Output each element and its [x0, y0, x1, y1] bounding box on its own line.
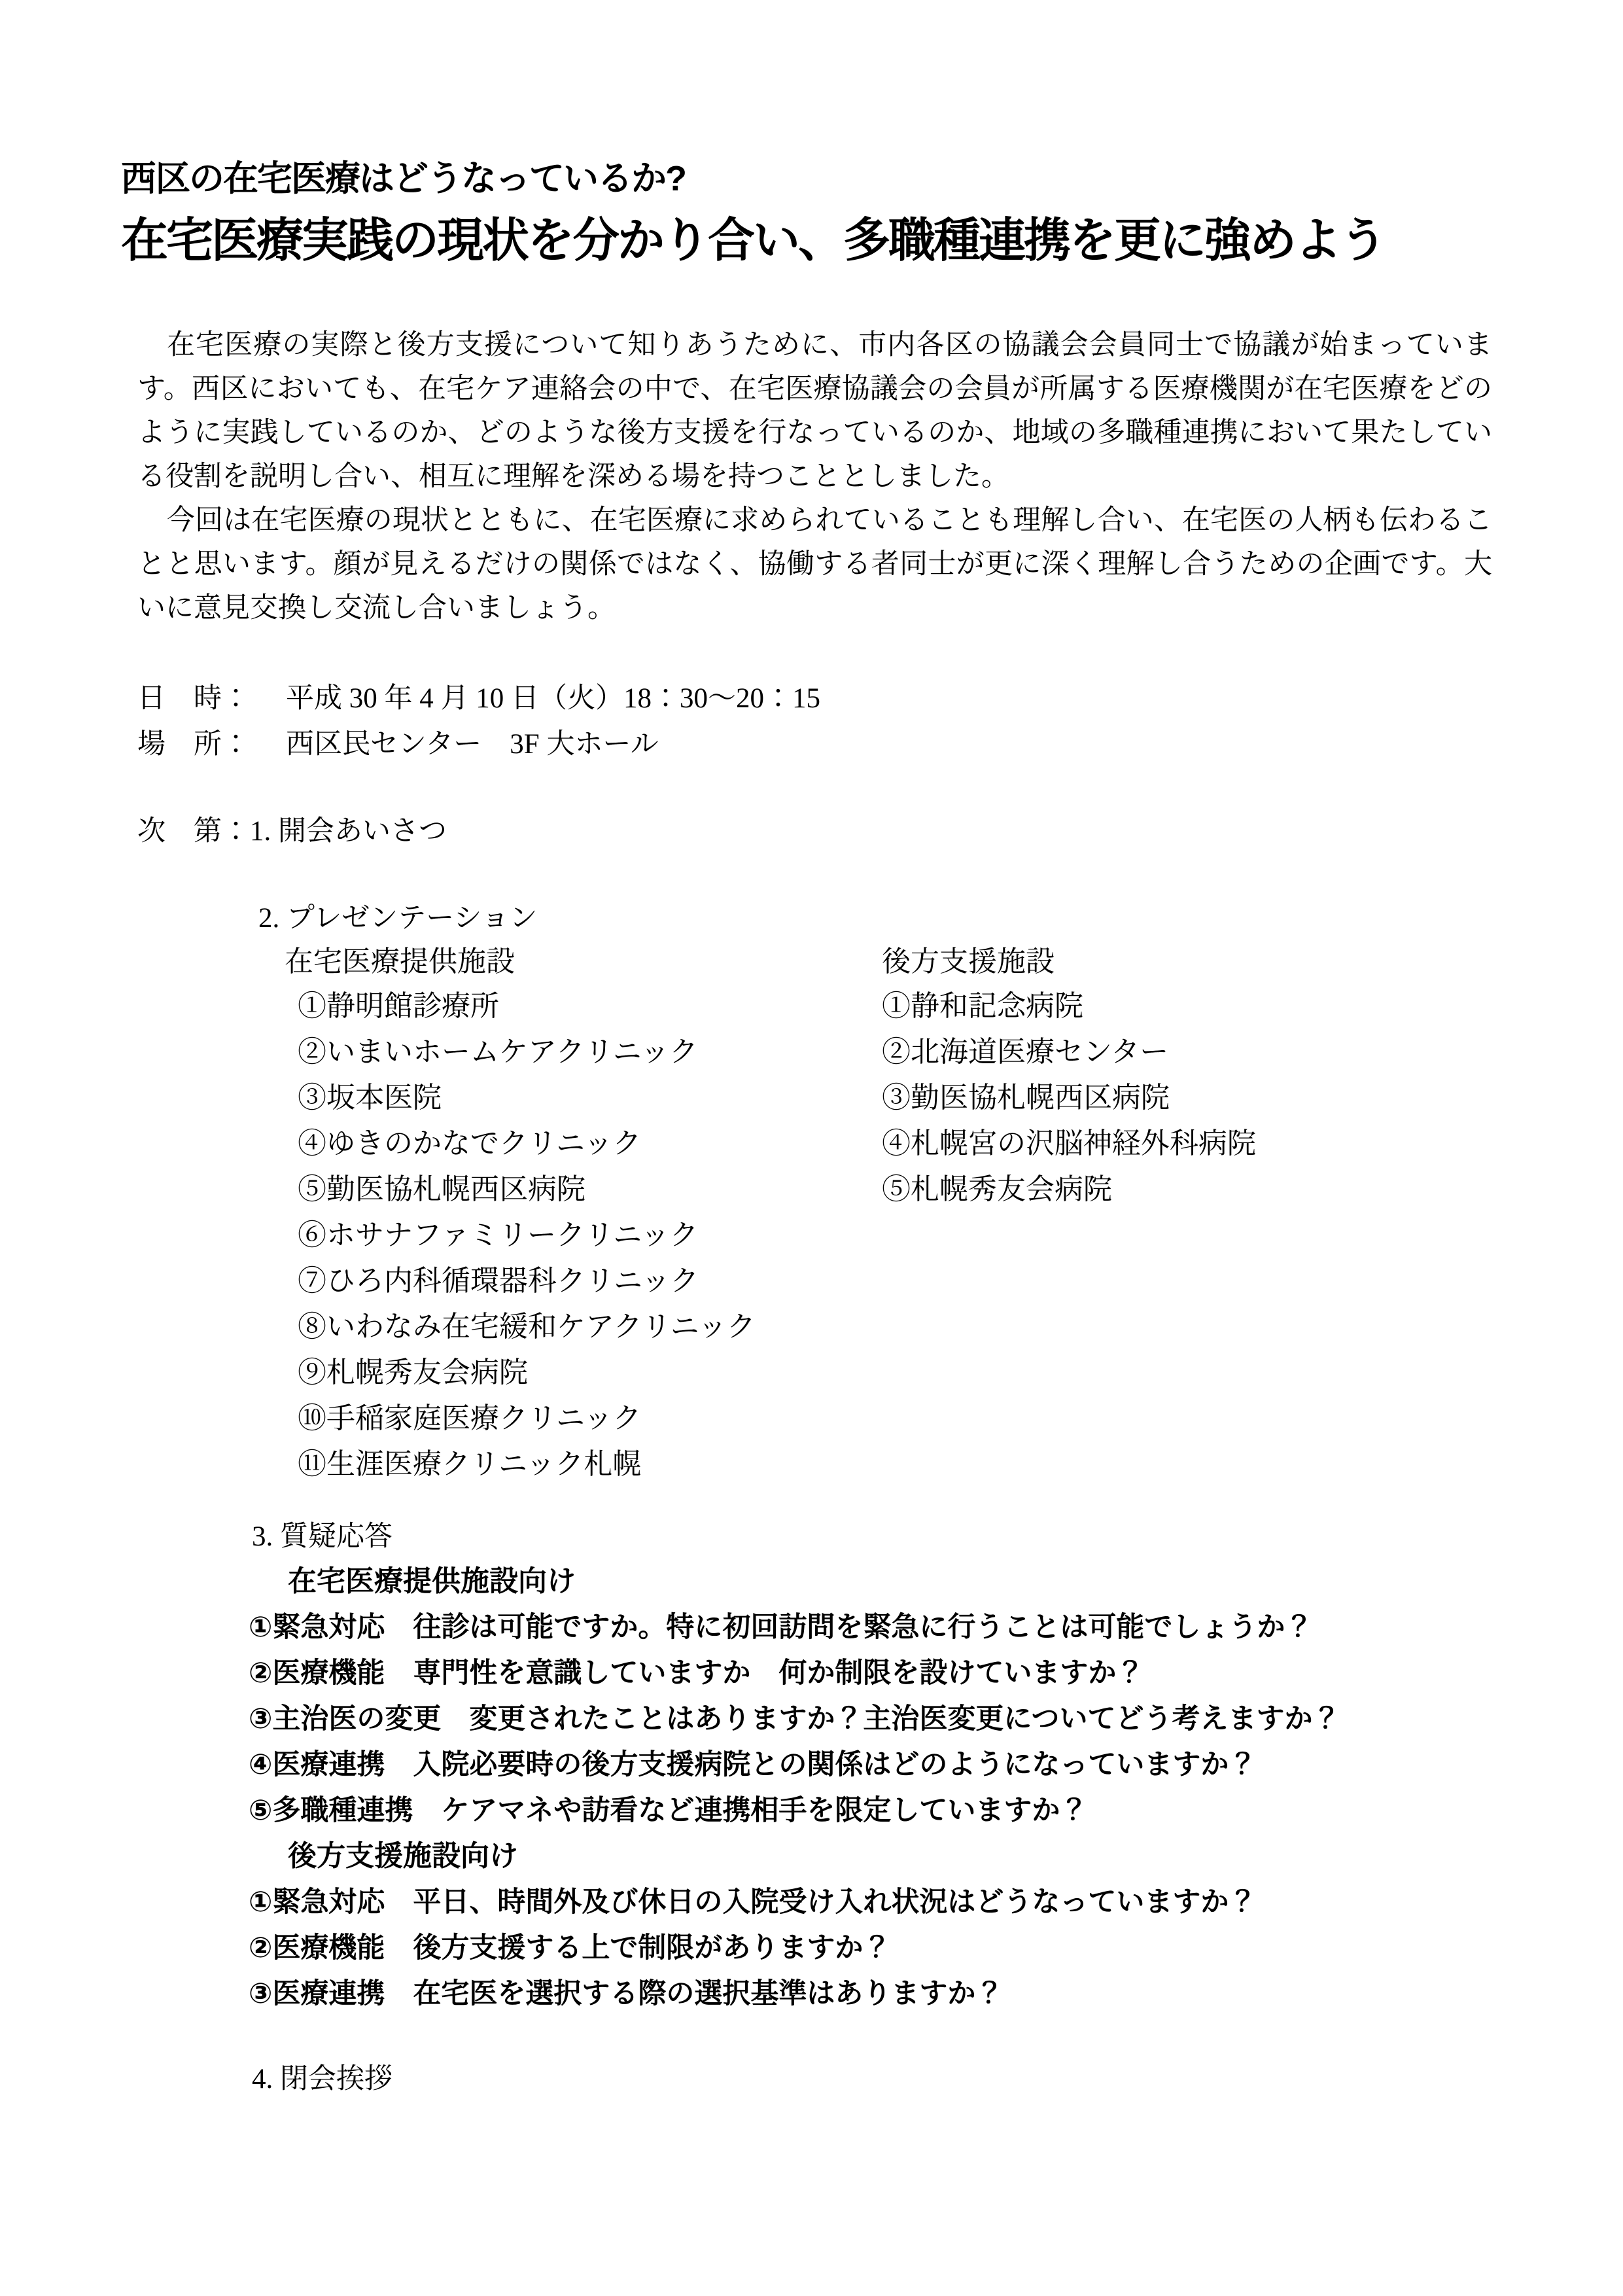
qa-question: ④医療連携 入院必要時の後方支援病院との関係はどのようになっていますか？ — [249, 1749, 1257, 1780]
event-date-label: 日 時： — [137, 683, 250, 714]
agenda-item-qa: 3. 質疑応答 — [252, 1521, 393, 1552]
facility-item: ⑨札幌秀友会病院 — [298, 1356, 528, 1388]
qa-home-care-header: 在宅医療提供施設向け — [288, 1565, 576, 1597]
facility-item: ③坂本医院 — [298, 1082, 442, 1114]
agenda-item-opening: 1. 開会あいさつ — [250, 816, 447, 847]
facility-item: ⑪生涯医療クリニック札幌 — [298, 1448, 642, 1480]
qa-question: ①緊急対応 平日、時間外及び休日の入院受け入れ状況はどうなっていますか？ — [249, 1886, 1257, 1918]
home-care-facility-list — [285, 983, 882, 1487]
event-place-label: 場 所： — [137, 729, 250, 760]
qa-backup-question-list — [121, 1879, 1509, 2017]
event-place-value: 西区民センター 3F 大ホール — [286, 729, 659, 760]
facility-item: ①静和記念病院 — [882, 990, 1083, 1022]
facility-item: ⑩手稲家庭医療クリニック — [298, 1402, 642, 1434]
agenda-item-closing: 4. 閉会挨拶 — [252, 2064, 393, 2094]
event-place-row — [137, 722, 1509, 768]
facility-item: ④ゆきのかなでクリニック — [298, 1127, 642, 1159]
qa-question: ②医療機能 後方支援する上で制限がありますか？ — [249, 1932, 892, 1964]
facility-item: ②いまいホームケアクリニック — [298, 1036, 699, 1068]
qa-section — [121, 1559, 1509, 2017]
facility-item: ②北海道医療センター — [882, 1036, 1169, 1068]
facility-item: ①静明館診療所 — [298, 990, 499, 1022]
facility-item: ③勤医協札幌西区病院 — [882, 1082, 1170, 1114]
event-datetime-row — [137, 676, 1509, 722]
qa-question: ③主治医の変更 変更されたことはありますか？主治医変更についてどう考えますか？ — [249, 1703, 1341, 1735]
backup-column — [882, 940, 1256, 1487]
document-title: 在宅医療実践の現状を分かり合い、多職種連携を更に強めよう — [121, 215, 1386, 267]
document-subtitle: 西区の在宅医療はどうなっているか? — [121, 159, 686, 198]
event-details — [137, 676, 1509, 768]
qa-question: ①緊急対応 往診は可能ですか。特に初回訪問を緊急に行うことは可能でしょうか？ — [249, 1612, 1314, 1643]
facility-item: ⑤勤医協札幌西区病院 — [298, 1173, 585, 1205]
facility-item: ⑦ひろ内科循環器科クリニック — [298, 1265, 699, 1297]
presentation-columns — [121, 940, 1509, 1487]
intro-section — [121, 323, 1509, 630]
intro-paragraph-1: 在宅医療の実際と後方支援について知りあうために、市内各区の協議会会員同士で協議が始まっています。西区においても、在宅ケア連絡会の中で、在宅医療協議会の会員が所属する医療機関が在宅医療をどのように実践しているのか、どのような後方支援を行なっているのか、地域の多職種連携において果たしている役割を説明し合い、相互に理解を深める場を持つこととしました。 — [137, 330, 1492, 492]
backup-column-header: 後方支援施設 — [882, 945, 1055, 978]
facility-item: ⑤札幌秀友会病院 — [882, 1173, 1112, 1205]
qa-question: ②医療機能 専門性を意識していますか 何か制限を設けていますか？ — [249, 1657, 1145, 1689]
home-care-column-header: 在宅医療提供施設 — [285, 945, 515, 978]
intro-paragraph-2: 今回は在宅医療の現状とともに、在宅医療に求められていることも理解し合い、在宅医の人柄も伝わることと思います。顔が見えるだけの関係ではなく、協働する者同士が更に深く理解し合うための企画です。大いに意見交換し交流し合いましょう。 — [137, 505, 1492, 624]
backup-facility-list — [882, 983, 1256, 1212]
document-content — [0, 158, 1623, 2101]
agenda-label: 次 第： — [137, 816, 250, 847]
event-date-value: 平成 30 年 4 月 10 日（火）18：30～20：15 — [286, 683, 820, 714]
agenda-section — [121, 809, 1509, 2101]
agenda-item-presentation: 2. プレゼンテーション — [258, 903, 538, 934]
facility-item: ④札幌宮の沢脳神経外科病院 — [882, 1127, 1256, 1159]
home-care-column — [285, 940, 882, 1487]
facility-item: ⑥ホサナファミリークリニック — [298, 1219, 699, 1251]
agenda-opening-line — [137, 809, 1509, 853]
facility-item: ⑧いわなみ在宅緩和ケアクリニック — [298, 1311, 756, 1343]
qa-question: ⑤多職種連携 ケアマネや訪看など連携相手を限定していますか？ — [249, 1795, 1089, 1826]
qa-question: ③医療連携 在宅医を選択する際の選択基準はありますか？ — [249, 1978, 1004, 2009]
qa-backup-header: 後方支援施設向け — [288, 1840, 518, 1872]
qa-home-care-question-list — [121, 1604, 1509, 1833]
